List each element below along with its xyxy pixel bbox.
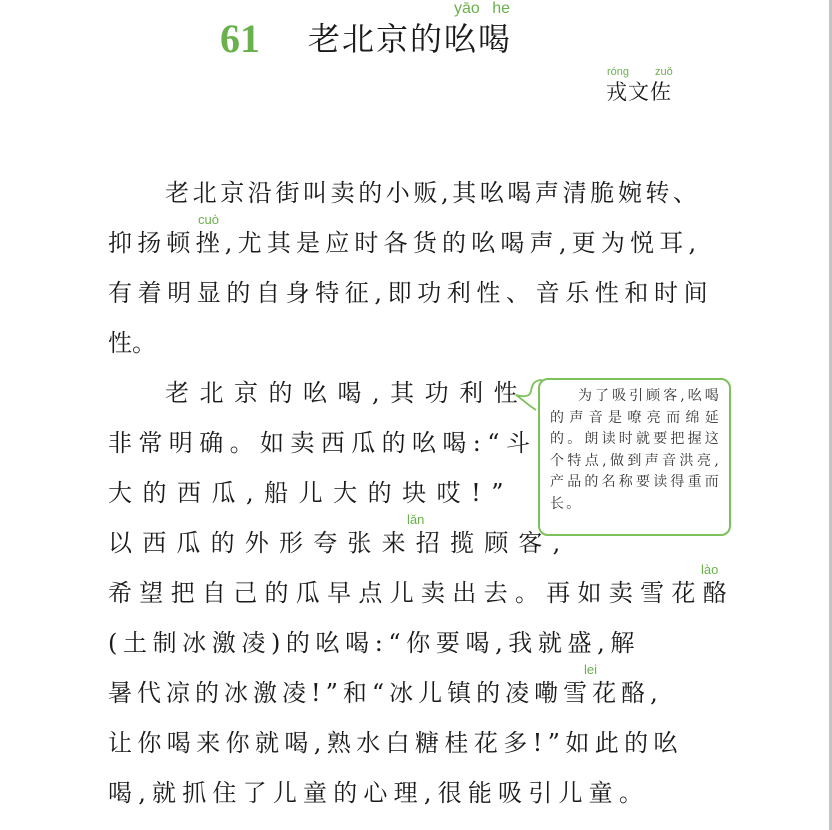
body-line: 性。 <box>108 329 156 357</box>
pinyin-annotation: lǎn <box>407 512 425 527</box>
body-line: 有着明显的自身特征,即功利性、音乐性和时间 <box>108 279 714 307</box>
body-line: 以西瓜的外形夸张来招揽顾客, <box>108 529 571 557</box>
body-line: 喝,就抓住了儿童的心理,很能吸引儿童。 <box>108 779 650 807</box>
body-line: 暑代凉的冰激凌!”和“冰儿镇的凌嘞雪花酪, <box>108 679 663 707</box>
body-line: 老北京的吆喝,其功利性 <box>165 379 529 407</box>
callout-text: 为了吸引顾客,吆喝的声音是嘹亮而绵延的。朗读时就要把握这个特点,做到声音洪亮,产品的名称要读得重而长。 <box>550 388 721 512</box>
pinyin-annotation: lei <box>584 662 598 677</box>
body-line: (土制冰激凌)的吆喝:“你要喝,我就盛,解 <box>108 629 640 657</box>
body-line: 希望把自己的瓜早点儿卖出去。再如卖雪花酪 <box>108 579 734 607</box>
body-line: 老北京沿街叫卖的小贩,其吆喝声清脆婉转、 <box>165 179 701 207</box>
body-line: 让你喝来你就喝,熟水白糖桂花多!”如此的吆 <box>108 729 683 757</box>
body-line: 大的西瓜,船儿大的块哎!” <box>108 479 515 507</box>
page-title: 老北京的吆喝 <box>308 20 513 58</box>
lesson-number: 61 <box>220 16 260 61</box>
reading-tip-callout <box>538 378 731 536</box>
pinyin-annotation: lào <box>701 562 719 577</box>
author-pinyin-2: zuǒ <box>655 66 673 78</box>
author-pinyin-1: róng <box>607 66 630 78</box>
body-line: 非常明确。如卖西瓜的吆喝:“斗 <box>108 429 537 457</box>
title-pinyin: yāo he <box>454 0 511 17</box>
pinyin-annotation: cuò <box>198 212 219 227</box>
body-line: 抑扬顿挫,尤其是应时各货的吆喝声,更为悦耳, <box>108 229 702 257</box>
author-name: 戎文佐 <box>606 80 672 104</box>
